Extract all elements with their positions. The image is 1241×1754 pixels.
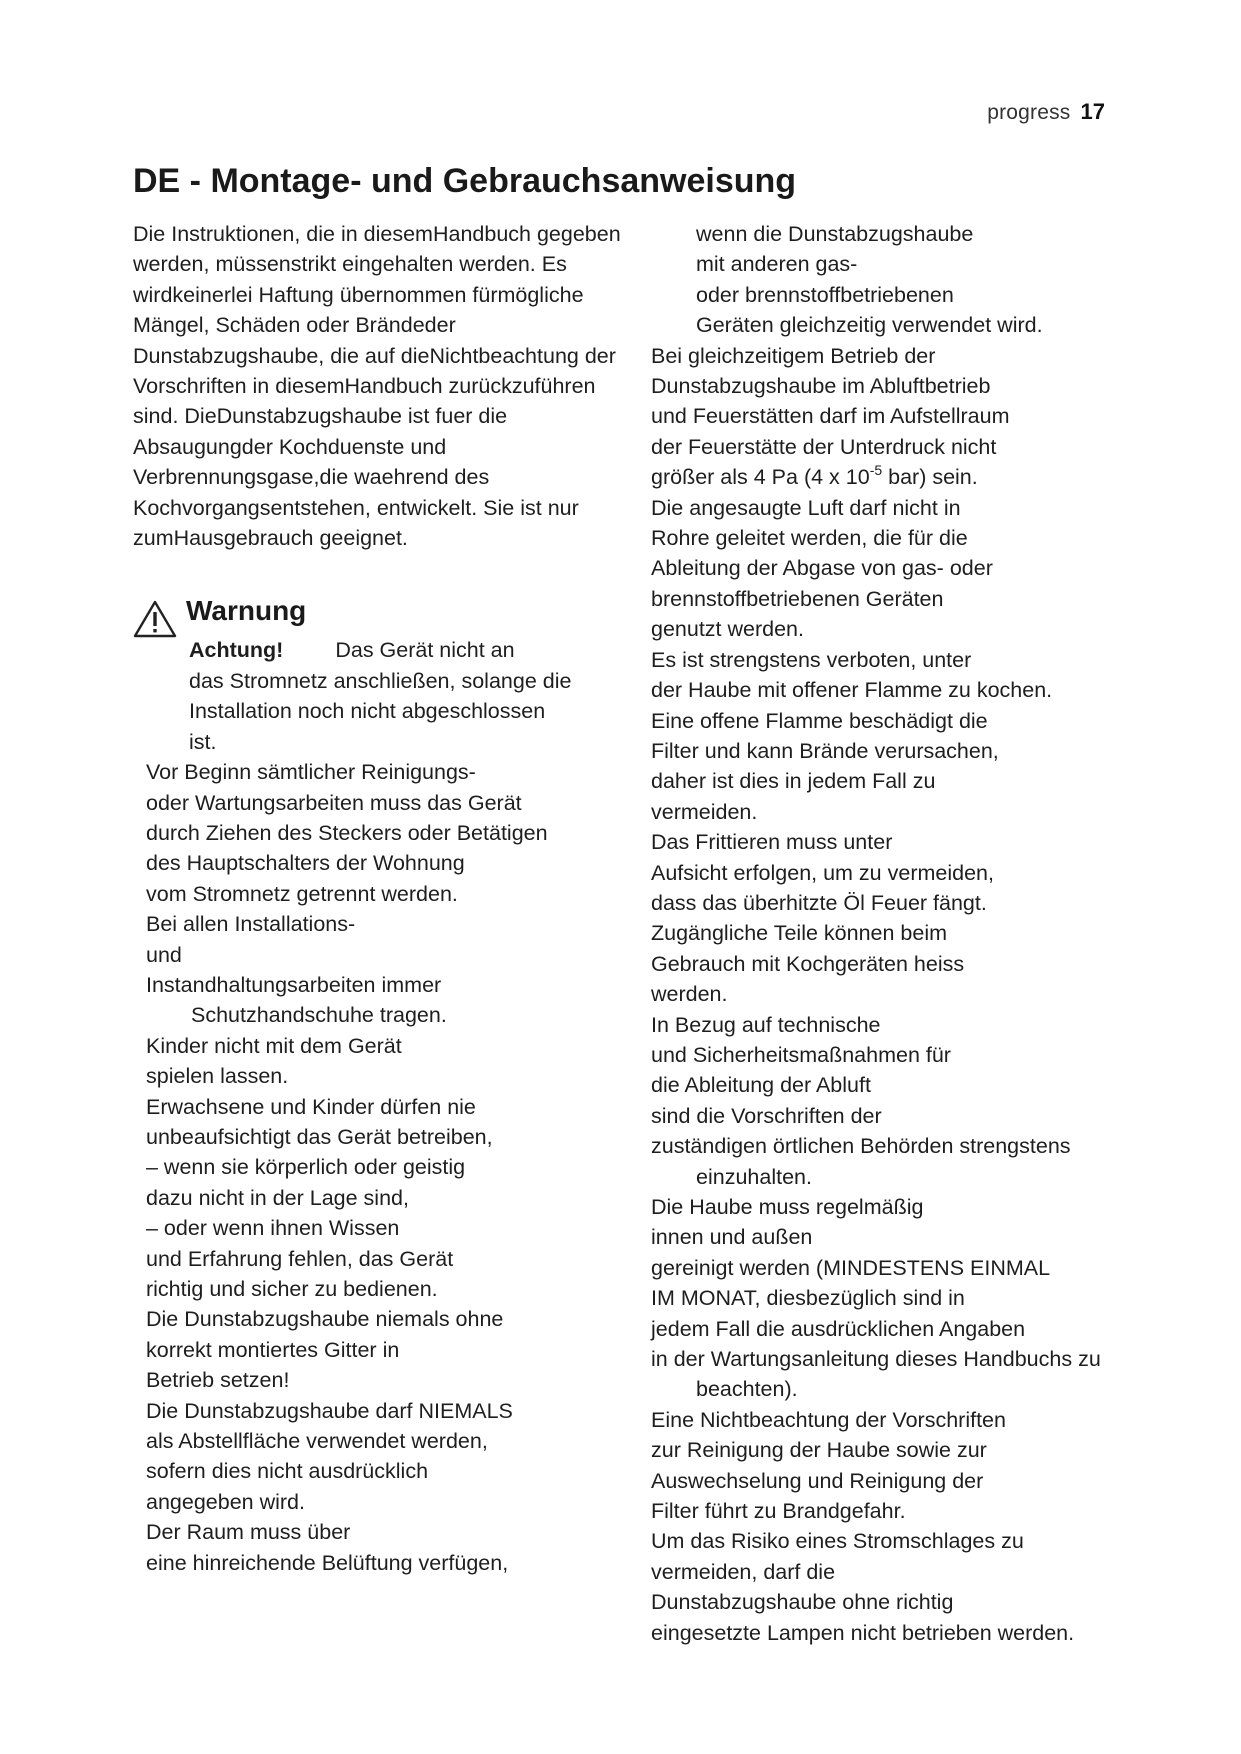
achtung-text: Das Gerät nicht an das Stromnetz anschließen, solange die Installation noch nicht abgeschlossen ist. — [189, 638, 572, 754]
warning-title: Warnung — [186, 595, 307, 627]
left-warning-list — [146, 757, 623, 1578]
warning-item: Es ist strengstens verboten, unter der Haube mit offener Flamme zu kochen. — [651, 647, 1053, 703]
warning-item: Dunstabzugshaube ohne richtig eingesetzte Lampen nicht betrieben werden. — [651, 1590, 1075, 1645]
warning-heading — [133, 595, 623, 635]
warning-item: Das Frittieren muss unter Aufsicht erfolgen, um zu vermeiden, dass das überhitzte Öl Feuer fängt. — [651, 830, 994, 915]
warning-item: Bei allen Installations- und Instandhaltungsarbeiten immer Schutzhandschuhe tragen. — [146, 912, 447, 1028]
exponent: -5 — [869, 462, 883, 479]
warning-item: Die angesaugte Luft darf nicht in Rohre geleitet werden, die für die Ableitung der Abgase von gas- oder brennstoffbetriebenen Geräten genutzt werden. — [651, 495, 993, 642]
achtung-notice — [189, 635, 623, 757]
page-title: DE - Montage- und Gebrauchsanweisung — [133, 162, 797, 200]
warning-item: Der Raum muss über eine hinreichende Belüftung verfügen, — [146, 1520, 509, 1575]
warning-item: Um das Risiko eines Stromschlages zu vermeiden, darf die — [651, 1529, 1024, 1584]
brand-name: progress — [987, 101, 1071, 124]
right-column — [651, 219, 1121, 1648]
warning-item: Zugängliche Teile können beim Gebrauch mit Kochgeräten heiss werden. — [651, 921, 965, 1007]
warning-item: Die Dunstabzugshaube niemals ohne korrekt montiertes Gitter in Betrieb setzen! — [146, 1307, 504, 1393]
warning-item: Die Dunstabzugshaube darf NIEMALS als Abstellfläche verwendet werden, sofern dies nicht ausdrücklich angegeben wird. — [146, 1398, 513, 1514]
left-column — [133, 219, 623, 1578]
pressure-warning-item: Bei gleichzeitigem Betrieb der Dunstabzugshaube im Abluftbetrieb und Feuerstätten darf im Aufstellraum der Feuerstätte der Unterdruck nicht größer als 4 Pa (4 x $10^{-5}$ bar) sein. — [651, 343, 1010, 490]
intro-text: Die Instruktionen, die in diesemHandbuch gegeben werden, müssenstrikt eingehalten werden. Es wirdkeinerlei Haftung übernommen fürmögliche Mängel, Schäden oder Brändeder Dunstabzugshaube, die auf dieNichtbeachtung der Vorschriften in diesemHandbuch zurückzuführen sind. DieDunstabzugshaube ist fuer die Absaugungder Kochduenste und Verbrennungsgase,die waehrend des Kochvorgangsentstehen, entwickelt. Sie ist nur zumHausgebrauch geeignet. — [133, 222, 621, 551]
right-warning-list — [651, 219, 1121, 1648]
warning-item: – wenn sie körperlich oder geistig dazu nicht in der Lage sind, — [146, 1155, 466, 1210]
intro-paragraph — [133, 219, 623, 553]
warning-item: Erwachsene und Kinder dürfen nie unbeaufsichtigt das Gerät betreiben, — [146, 1094, 493, 1149]
warning-item: Die Haube muss regelmäßig innen und außen gereinigt werden (MINDESTENS EINMAL IM MONAT, diesbezüglich sind in jedem Fall die ausdrücklichen Angaben in der Wartungsanleitung dieses Handbuchs zu beachten). — [651, 1195, 1101, 1402]
continued-warning-item: wenn die Dunstabzugshaube mit anderen gas- oder brennstoffbetriebenen Geräten gleichzeitig verwendet wird. — [696, 222, 1043, 338]
warning-item: – oder wenn ihnen Wissen und Erfahrung fehlen, das Gerät richtig und sicher zu bedienen. — [146, 1216, 454, 1301]
page-number: 17 — [1080, 99, 1105, 124]
warning-item: Eine offene Flamme beschädigt die Filter und kann Brände verursachen, daher ist dies in jedem Fall zu vermeiden. — [651, 708, 999, 824]
warning-item: Kinder nicht mit dem Gerät spielen lassen. — [146, 1033, 402, 1089]
warning-item: Eine Nichtbeachtung der Vorschriften zur Reinigung der Haube sowie zur Auswechselung und Reinigung der Filter führt zu Brandgefahr. — [651, 1407, 1006, 1524]
warning-item: Vor Beginn sämtlicher Reinigungs- oder Wartungsarbeiten muss das Gerät durch Ziehen des Steckers oder Betätigen des Hauptschalters der Wohnung vom Stromnetz getrennt werden. — [146, 760, 548, 906]
warning-triangle-icon — [133, 599, 177, 639]
page-header — [987, 99, 1105, 125]
warning-item: In Bezug auf technische und Sicherheitsmaßnahmen für die Ableitung der Abluft sind die Vorschriften der zuständigen örtlichen Behörden strengstens einzuhalten. — [651, 1012, 1071, 1189]
achtung-label: Achtung! — [189, 638, 284, 663]
